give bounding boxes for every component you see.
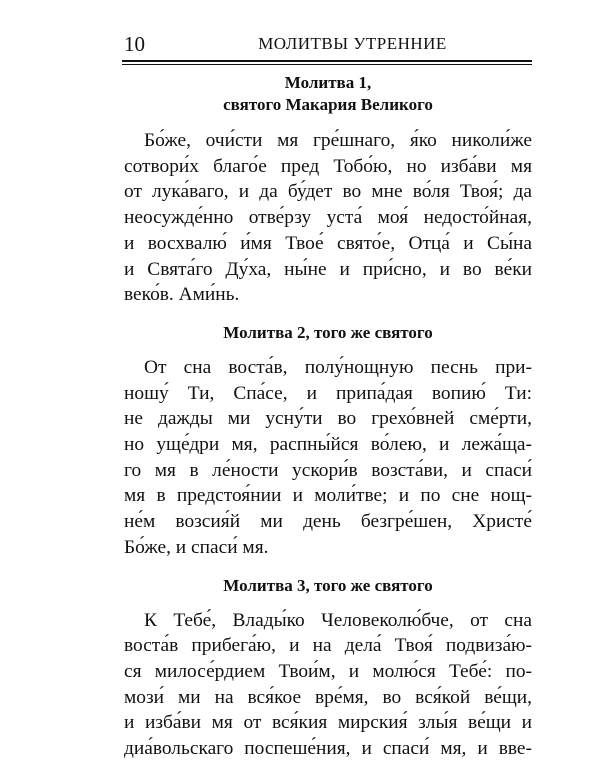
prayer-3-heading — [124, 575, 532, 597]
heading-line: Молитва 1, — [284, 73, 372, 92]
text-line: и восхвалю́ и́мя Твое́ свято́е, Отца́ и Сы́на — [124, 232, 532, 254]
text-line: и изба́ви мя от вся́кия мирския́ злы́я ве́щи и — [124, 712, 532, 734]
prayer-2-text — [124, 355, 532, 561]
text-line: К Тебе́, Влады́ко Человеколю́бче, от сна — [144, 609, 532, 631]
prayer-2 — [124, 322, 532, 561]
text-line: не дажды ми усну́ти во грехо́вней сме́рти, — [124, 408, 532, 430]
heading-line: Молитва 3, того же святого — [223, 575, 433, 595]
text-line: но уще́дри мя, распны́йся во́лею, и лежа́ща- — [124, 434, 532, 456]
text-line: не́м возсия́й ми день безгре́шен, Христе́ — [124, 511, 532, 533]
text-line: и Свята́го Ду́ха, ны́не и при́сно, и во ве́ки — [124, 258, 532, 280]
heading-line: Молитва 2, того же святого — [223, 322, 433, 342]
text-line: сотвори́х благо́е пред Тобо́ю, но изба́ви мя — [124, 155, 532, 177]
text-line: го мя в ле́ности ускори́в возста́ви, и спаси́ — [124, 459, 532, 481]
text-line: воста́в прибега́ю, и на дела́ Твоя́ подвиза́ю- — [124, 635, 532, 657]
text-line: веко́в. Ами́нь. — [124, 284, 240, 306]
running-title: МОЛИТВЫ УТРЕННИЕ — [258, 34, 447, 53]
heading-line: святого Макария Великого — [223, 95, 433, 114]
text-line: неосужде́нно отве́рзу уста́ моя́ недосто́йная, — [124, 207, 532, 229]
text-line: Бо́же, очи́сти мя гре́шнаго, я́ко николи́же — [144, 130, 532, 151]
text-line: От сна воста́в, полу́нощную песнь при- — [144, 356, 532, 378]
page-number: 10 — [124, 32, 145, 56]
text-line: диа́вольскаго поспеше́ния, и спаси́ мя, и вве- — [124, 738, 532, 760]
prayer-2-heading — [124, 322, 532, 344]
prayer-1-text — [124, 128, 532, 308]
text-line: мя в предстоя́нии и моли́тве; и по сне нощ- — [124, 485, 532, 507]
prayer-3-text — [124, 608, 532, 762]
text-line: Бо́же, и спаси́ мя. — [124, 536, 269, 558]
text-line: ся милосе́рдием Твои́м, и молю́ся Тебе́: по- — [124, 660, 532, 682]
text-line: ношу́ Ти, Спа́се, и припа́дая вопию́ Ти: — [124, 382, 532, 404]
text-line: мози́ ми на вся́кое вре́мя, во вся́кой ве́щи, — [124, 686, 532, 708]
header-rule-thin — [122, 64, 532, 65]
prayer-1 — [124, 72, 532, 308]
text-line: от лука́ваго, и да бу́дет во мне во́ля Твоя́; да — [124, 181, 532, 203]
page-content — [124, 70, 532, 762]
prayer-3 — [124, 575, 532, 762]
header-rule-thick — [122, 60, 532, 62]
prayer-1-heading — [124, 72, 532, 116]
